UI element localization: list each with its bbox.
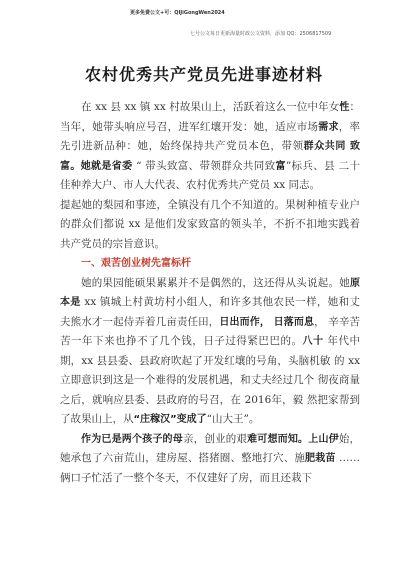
document-body [60,98,360,488]
header-promo-line: 更多免费公文+可：QIJiGongWen2024 [130,10,225,16]
document-title: 农村优秀共产党员先进事迹材料 [84,65,323,84]
paragraph-intro: 在 xx 县 xx 镇 xx 村故果山上，活跃着这么一位中年女性：当年，她带头响应号召，进军红壤开发：她，适应市场需求，率先引进新品种：她，始终保持共产党员本色，带领群众共同 致富。她就是省委 “ 带头致富、带领群众共同致富”标兵、县 二十佳种养大户、市人大代表、农村优秀共产党员 xx 同志。 [60,101,361,191]
paragraph-hardship: 作为已是两个孩子的母亲，创业的艰难可想而知。上山伊始，她承包了六亩荒山，建房屋、搭猪圈、整地打穴、施肥栽苗 ……俩口子忙活了一整个冬天，不仅建好了房，而且还栽下 [60,432,361,484]
paragraph-origin: 她的果园能硕果累累并不是偶然的，这还得从头说起。她原本是 xx 镇城上村黄坊村小组人，和许多其他农民一样，她和丈夫熊水才一起侍弄着几亩责任田，日出而作， 日落而息， 辛辛苦苦一年下来也挣不了几个钱，日子过得紧巴巴的。八十 年代中期，xx 县县委、县政府吹起了开发红壤的号角，头脑机敏 的 xx 立即意识到这是一个难得的发展机遇，和丈夫经过几个 彻夜商量之后，就响应县委、县政府的号召，在 2016年，毅 然把家帮到了故果山上，从“庄稼汉”变成了“山大王”。 [60,276,361,425]
paragraph-reputation: 提起她的梨园和事迹，全镇没有几个不知道的。果树种植专业户的群众们都说 xx 是他们发家致富的领头羊，不折不扣地实践着共产党员的宗旨意识。 [60,198,360,250]
section-heading: 一、艰苦创业树先富标杆 [81,258,191,269]
header-contact-line: 七号公文每日更新海量时政公文资料，添加 QQ：2506817509 [190,31,332,37]
